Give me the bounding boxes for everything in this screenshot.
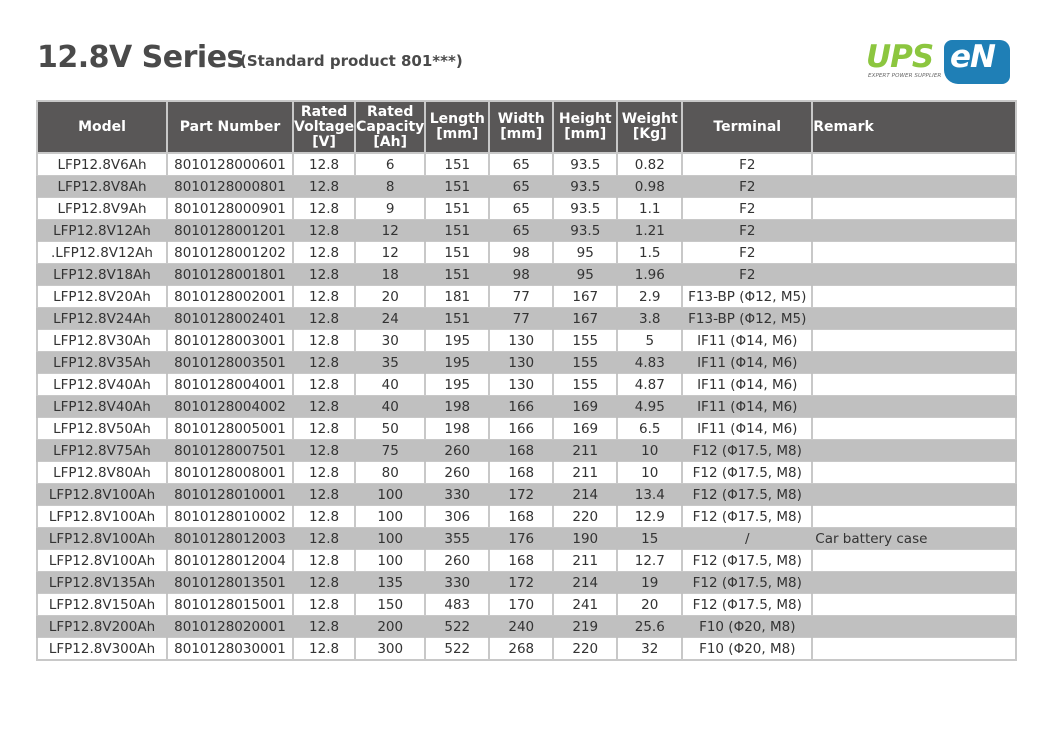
cell-part-number: 8010128001801 [167,264,293,286]
cell-remark [812,638,1016,661]
table-row [37,352,1016,374]
cell-weight: 20 [617,594,682,616]
cell-height: 93.5 [553,153,617,176]
cell-weight: 32 [617,638,682,661]
cell-remark [812,374,1016,396]
cell-length: 151 [425,308,489,330]
cell-height: 155 [553,374,617,396]
cell-length: 181 [425,286,489,308]
cell-part-number: 8010128012004 [167,550,293,572]
cell-length: 151 [425,242,489,264]
cell-remark [812,616,1016,638]
cell-length: 355 [425,528,489,550]
cell-weight: 10 [617,462,682,484]
cell-length: 151 [425,198,489,220]
cell-rated-voltage: 12.8 [293,330,355,352]
cell-terminal: F12 (Φ17.5, M8) [682,484,812,506]
table-row [37,550,1016,572]
table-row [37,484,1016,506]
table-row [37,572,1016,594]
cell-rated-voltage: 12.8 [293,176,355,198]
cell-rated-capacity: 100 [355,528,425,550]
cell-terminal: F12 (Φ17.5, M8) [682,440,812,462]
table-row [37,528,1016,550]
logo-text-en: eN [950,39,995,75]
cell-length: 151 [425,220,489,242]
cell-part-number: 8010128020001 [167,616,293,638]
cell-width: 166 [489,418,553,440]
cell-rated-voltage: 12.8 [293,198,355,220]
cell-model: LFP12.8V135Ah [37,572,167,594]
cell-rated-voltage: 12.8 [293,440,355,462]
cell-weight: 0.82 [617,153,682,176]
cell-length: 195 [425,352,489,374]
col-header-rated-capacity: Rated Capacity [Ah] [355,101,425,153]
cell-part-number: 8010128005001 [167,418,293,440]
cell-model: LFP12.8V75Ah [37,440,167,462]
table-row [37,396,1016,418]
page-title: 12.8V Series [37,40,244,75]
cell-weight: 1.21 [617,220,682,242]
table-row [37,594,1016,616]
cell-width: 65 [489,176,553,198]
cell-width: 77 [489,308,553,330]
col-header-model: Model [37,101,167,153]
cell-remark [812,396,1016,418]
cell-remark [812,286,1016,308]
col-header-length: Length [mm] [425,101,489,153]
col-header-height: Height [mm] [553,101,617,153]
table-row [37,374,1016,396]
cell-height: 211 [553,550,617,572]
cell-weight: 1.96 [617,264,682,286]
upsen-logo [866,40,1012,86]
cell-rated-voltage: 12.8 [293,418,355,440]
cell-terminal: IF11 (Φ14, M6) [682,418,812,440]
cell-length: 151 [425,176,489,198]
cell-rated-capacity: 50 [355,418,425,440]
cell-rated-capacity: 12 [355,242,425,264]
table-row [37,176,1016,198]
cell-weight: 19 [617,572,682,594]
table-row [37,198,1016,220]
cell-terminal: F2 [682,264,812,286]
cell-part-number: 8010128013501 [167,572,293,594]
cell-model: LFP12.8V80Ah [37,462,167,484]
cell-model: LFP12.8V300Ah [37,638,167,661]
cell-rated-voltage: 12.8 [293,506,355,528]
cell-height: 95 [553,264,617,286]
cell-terminal: F13-BP (Φ12, M5) [682,308,812,330]
cell-width: 176 [489,528,553,550]
cell-rated-voltage: 12.8 [293,396,355,418]
cell-terminal: IF11 (Φ14, M6) [682,352,812,374]
cell-part-number: 8010128002401 [167,308,293,330]
cell-width: 166 [489,396,553,418]
cell-terminal: F2 [682,242,812,264]
col-header-terminal: Terminal [682,101,812,153]
cell-rated-voltage: 12.8 [293,484,355,506]
table-row [37,153,1016,176]
cell-rated-capacity: 80 [355,462,425,484]
cell-width: 98 [489,242,553,264]
cell-model: LFP12.8V40Ah [37,374,167,396]
cell-width: 168 [489,440,553,462]
cell-model: LFP12.8V100Ah [37,506,167,528]
cell-remark [812,594,1016,616]
cell-terminal: IF11 (Φ14, M6) [682,330,812,352]
cell-part-number: 8010128001201 [167,220,293,242]
cell-rated-voltage: 12.8 [293,462,355,484]
cell-model: LFP12.8V12Ah [37,220,167,242]
cell-terminal: F2 [682,220,812,242]
cell-rated-capacity: 150 [355,594,425,616]
cell-terminal: F10 (Φ20, M8) [682,638,812,661]
cell-rated-capacity: 20 [355,286,425,308]
cell-part-number: 8010128000601 [167,153,293,176]
cell-height: 93.5 [553,198,617,220]
cell-terminal: F2 [682,153,812,176]
cell-length: 195 [425,330,489,352]
cell-height: 93.5 [553,176,617,198]
cell-length: 522 [425,616,489,638]
cell-rated-capacity: 40 [355,374,425,396]
cell-height: 167 [553,286,617,308]
cell-terminal: F13-BP (Φ12, M5) [682,286,812,308]
cell-rated-capacity: 9 [355,198,425,220]
cell-part-number: 8010128000801 [167,176,293,198]
cell-part-number: 8010128010001 [167,484,293,506]
cell-rated-voltage: 12.8 [293,308,355,330]
cell-height: 190 [553,528,617,550]
cell-weight: 4.83 [617,352,682,374]
cell-height: 214 [553,484,617,506]
cell-part-number: 8010128012003 [167,528,293,550]
cell-height: 211 [553,440,617,462]
cell-width: 98 [489,264,553,286]
cell-remark [812,418,1016,440]
cell-rated-capacity: 75 [355,440,425,462]
cell-height: 169 [553,396,617,418]
cell-rated-voltage: 12.8 [293,286,355,308]
cell-length: 260 [425,440,489,462]
cell-height: 211 [553,462,617,484]
cell-remark [812,198,1016,220]
cell-terminal: F12 (Φ17.5, M8) [682,506,812,528]
cell-length: 195 [425,374,489,396]
cell-remark [812,484,1016,506]
cell-height: 219 [553,616,617,638]
cell-terminal: F2 [682,198,812,220]
cell-weight: 4.87 [617,374,682,396]
cell-rated-capacity: 300 [355,638,425,661]
cell-weight: 25.6 [617,616,682,638]
cell-model: LFP12.8V40Ah [37,396,167,418]
cell-terminal: IF11 (Φ14, M6) [682,374,812,396]
cell-rated-voltage: 12.8 [293,264,355,286]
cell-width: 170 [489,594,553,616]
table-row [37,440,1016,462]
cell-rated-voltage: 12.8 [293,352,355,374]
cell-height: 167 [553,308,617,330]
cell-length: 151 [425,264,489,286]
cell-terminal: / [682,528,812,550]
cell-model: LFP12.8V50Ah [37,418,167,440]
cell-width: 77 [489,286,553,308]
cell-remark [812,462,1016,484]
cell-width: 130 [489,352,553,374]
cell-rated-voltage: 12.8 [293,220,355,242]
cell-rated-voltage: 12.8 [293,638,355,661]
cell-remark [812,506,1016,528]
cell-weight: 13.4 [617,484,682,506]
table-row [37,220,1016,242]
spec-table [36,100,1017,661]
cell-length: 306 [425,506,489,528]
cell-remark [812,572,1016,594]
table-row [37,242,1016,264]
cell-rated-capacity: 200 [355,616,425,638]
cell-part-number: 8010128010002 [167,506,293,528]
cell-model: LFP12.8V30Ah [37,330,167,352]
cell-weight: 1.5 [617,242,682,264]
cell-weight: 12.7 [617,550,682,572]
col-header-rated-voltage: Rated Voltage [V] [293,101,355,153]
cell-remark [812,176,1016,198]
cell-part-number: 8010128008001 [167,462,293,484]
cell-length: 198 [425,418,489,440]
table-body [37,153,1016,660]
cell-remark [812,330,1016,352]
cell-rated-capacity: 6 [355,153,425,176]
cell-model: LFP12.8V100Ah [37,484,167,506]
cell-rated-voltage: 12.8 [293,153,355,176]
cell-model: LFP12.8V35Ah [37,352,167,374]
cell-weight: 1.1 [617,198,682,220]
cell-width: 268 [489,638,553,661]
cell-remark [812,242,1016,264]
cell-remark [812,220,1016,242]
col-header-width: Width [mm] [489,101,553,153]
cell-rated-voltage: 12.8 [293,550,355,572]
table-row [37,638,1016,661]
cell-terminal: F12 (Φ17.5, M8) [682,462,812,484]
cell-width: 65 [489,198,553,220]
cell-rated-voltage: 12.8 [293,528,355,550]
cell-part-number: 8010128000901 [167,198,293,220]
cell-weight: 3.8 [617,308,682,330]
cell-height: 155 [553,330,617,352]
cell-rated-capacity: 12 [355,220,425,242]
cell-remark [812,153,1016,176]
cell-width: 168 [489,550,553,572]
table-row [37,462,1016,484]
cell-rated-capacity: 100 [355,550,425,572]
cell-width: 130 [489,374,553,396]
page-subtitle: (Standard product 801***) [240,52,463,70]
cell-rated-capacity: 8 [355,176,425,198]
cell-terminal: F12 (Φ17.5, M8) [682,550,812,572]
cell-rated-capacity: 100 [355,506,425,528]
cell-rated-capacity: 40 [355,396,425,418]
table-row [37,506,1016,528]
col-header-weight: Weight [Kg] [617,101,682,153]
table-row [37,286,1016,308]
cell-rated-capacity: 30 [355,330,425,352]
cell-width: 168 [489,506,553,528]
cell-model: LFP12.8V100Ah [37,550,167,572]
cell-height: 241 [553,594,617,616]
cell-length: 522 [425,638,489,661]
table-row [37,330,1016,352]
col-header-part-number: Part Number [167,101,293,153]
cell-remark [812,308,1016,330]
cell-width: 65 [489,220,553,242]
cell-part-number: 8010128004001 [167,374,293,396]
table-row [37,308,1016,330]
cell-height: 220 [553,638,617,661]
cell-width: 172 [489,484,553,506]
cell-model: LFP12.8V24Ah [37,308,167,330]
cell-model: LFP12.8V9Ah [37,198,167,220]
cell-part-number: 8010128003001 [167,330,293,352]
cell-model: .LFP12.8V12Ah [37,242,167,264]
cell-height: 220 [553,506,617,528]
cell-part-number: 8010128003501 [167,352,293,374]
cell-remark [812,352,1016,374]
cell-terminal: F12 (Φ17.5, M8) [682,594,812,616]
logo-tagline: EXPERT POWER SUPPLIER [868,73,942,79]
cell-length: 198 [425,396,489,418]
table-row [37,418,1016,440]
cell-length: 151 [425,153,489,176]
cell-height: 93.5 [553,220,617,242]
cell-rated-voltage: 12.8 [293,242,355,264]
cell-weight: 5 [617,330,682,352]
cell-weight: 6.5 [617,418,682,440]
cell-remark [812,440,1016,462]
cell-rated-capacity: 35 [355,352,425,374]
cell-length: 330 [425,484,489,506]
cell-weight: 10 [617,440,682,462]
cell-remark [812,550,1016,572]
cell-part-number: 8010128007501 [167,440,293,462]
cell-rated-voltage: 12.8 [293,594,355,616]
cell-part-number: 8010128004002 [167,396,293,418]
cell-model: LFP12.8V20Ah [37,286,167,308]
cell-height: 95 [553,242,617,264]
cell-weight: 2.9 [617,286,682,308]
cell-width: 130 [489,330,553,352]
cell-rated-voltage: 12.8 [293,616,355,638]
cell-length: 260 [425,550,489,572]
cell-remark: Car battery case [812,528,1016,550]
cell-rated-capacity: 24 [355,308,425,330]
cell-height: 155 [553,352,617,374]
cell-model: LFP12.8V18Ah [37,264,167,286]
table-header-row [37,101,1016,153]
cell-weight: 4.95 [617,396,682,418]
cell-weight: 15 [617,528,682,550]
cell-weight: 0.98 [617,176,682,198]
cell-rated-capacity: 100 [355,484,425,506]
cell-rated-capacity: 18 [355,264,425,286]
cell-terminal: IF11 (Φ14, M6) [682,396,812,418]
cell-model: LFP12.8V200Ah [37,616,167,638]
cell-part-number: 8010128015001 [167,594,293,616]
table-row [37,616,1016,638]
cell-height: 169 [553,418,617,440]
cell-model: LFP12.8V100Ah [37,528,167,550]
cell-model: LFP12.8V6Ah [37,153,167,176]
cell-width: 240 [489,616,553,638]
cell-width: 168 [489,462,553,484]
cell-terminal: F2 [682,176,812,198]
cell-width: 172 [489,572,553,594]
cell-part-number: 8010128001202 [167,242,293,264]
cell-length: 483 [425,594,489,616]
col-header-remark: Remark [812,101,1016,153]
cell-length: 330 [425,572,489,594]
cell-model: LFP12.8V8Ah [37,176,167,198]
cell-length: 260 [425,462,489,484]
cell-terminal: F12 (Φ17.5, M8) [682,572,812,594]
cell-height: 214 [553,572,617,594]
cell-part-number: 8010128002001 [167,286,293,308]
cell-width: 65 [489,153,553,176]
cell-weight: 12.9 [617,506,682,528]
table-row [37,264,1016,286]
cell-rated-capacity: 135 [355,572,425,594]
cell-part-number: 8010128030001 [167,638,293,661]
cell-remark [812,264,1016,286]
cell-model: LFP12.8V150Ah [37,594,167,616]
cell-terminal: F10 (Φ20, M8) [682,616,812,638]
cell-rated-voltage: 12.8 [293,374,355,396]
logo-text-ups: UPS [866,39,934,75]
cell-rated-voltage: 12.8 [293,572,355,594]
